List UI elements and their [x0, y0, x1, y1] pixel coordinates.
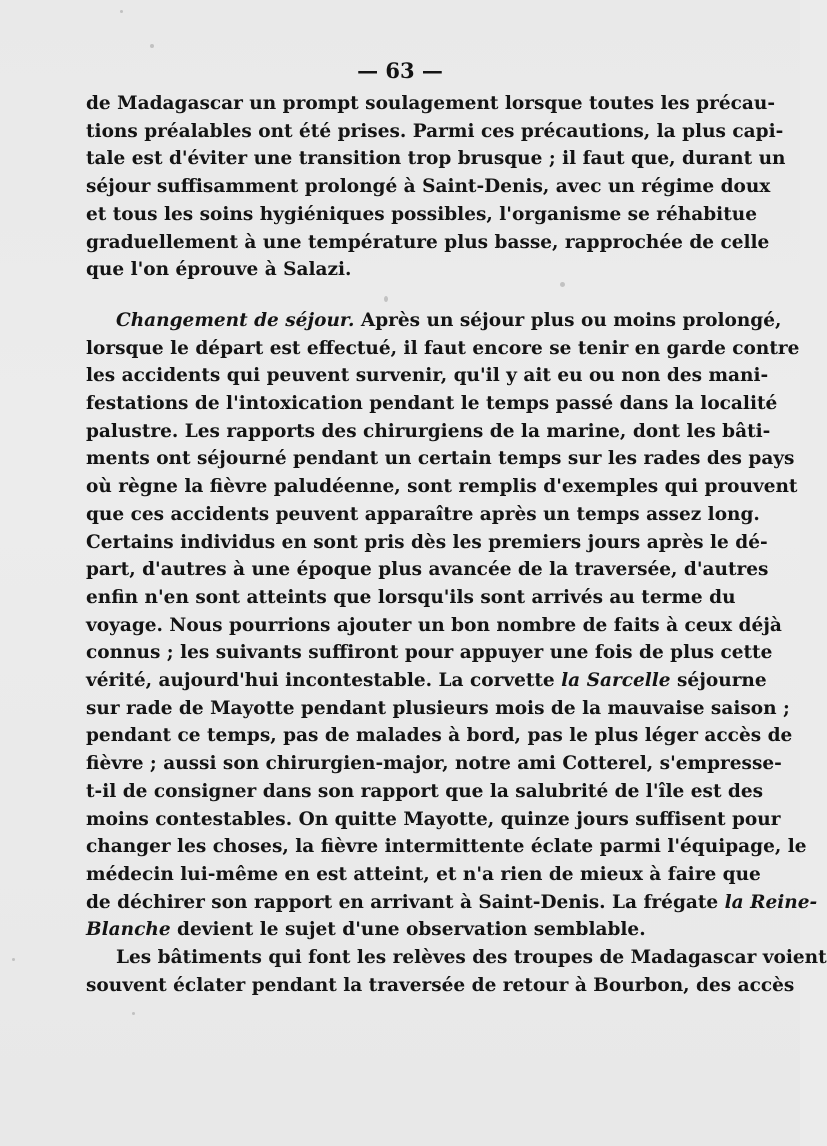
text-line: graduellement à une température plus basse, rapprochée de celle — [86, 231, 770, 253]
text-line: Certains individus en sont pris dès les premiers jours après le dé- — [86, 531, 768, 553]
text-line: fièvre ; aussi son chirurgien-major, notre ami Cotterel, s'empresse- — [86, 753, 782, 775]
text-line: lorsque le départ est effectué, il faut encore se tenir en garde contre — [86, 337, 800, 359]
text-line: séjour suffisamment prolongé à Saint-Denis, avec un régime doux — [86, 176, 771, 198]
text-line: sur rade de Mayotte pendant plusieurs mois de la mauvaise saison ; — [86, 697, 790, 719]
ship-name: la Reine- — [724, 891, 818, 913]
ship-name: Blanche — [86, 919, 171, 941]
text-line: voyage. Nous pourrions ajouter un bon nombre de faits à ceux déjà — [86, 614, 782, 636]
text-line: médecin lui-même en est atteint, et n'a rien de mieux à faire que — [86, 863, 761, 885]
scan-speck — [132, 1012, 135, 1015]
scan-speck — [120, 10, 123, 13]
text-line: connus ; les suivants suffiront pour appuyer une fois de plus cette — [86, 642, 773, 664]
scan-speck — [560, 282, 565, 287]
body-text — [86, 90, 827, 1000]
text-line: de déchirer son rapport en arrivant à Saint-Denis. La frégate la Reine- — [86, 891, 818, 913]
text-line: t-il de consigner dans son rapport que la salubrité de l'île est des — [86, 780, 764, 802]
text-line: palustre. Les rapports des chirurgiens de la marine, dont les bâti- — [86, 420, 771, 442]
paragraph-3 — [86, 944, 827, 999]
section-heading: Changement de séjour. — [116, 309, 355, 331]
text-line: souvent éclater pendant la traversée de retour à Bourbon, des accès — [86, 974, 795, 996]
text-line: que l'on éprouve à Salazi. — [86, 259, 352, 281]
scan-speck — [150, 44, 154, 48]
text-line: festations de l'intoxication pendant le temps passé dans la localité — [86, 393, 778, 415]
scan-speck — [384, 296, 388, 302]
text-line: et tous les soins hygiéniques possibles, l'organisme se réhabitue — [86, 203, 757, 225]
text-line: Changement de séjour. Après un séjour plus ou moins prolongé, — [116, 309, 782, 331]
text-line: changer les choses, la fièvre intermittente éclate parmi l'équipage, le — [86, 836, 807, 858]
text-line: tions préalables ont été prises. Parmi ces précautions, la plus capi- — [86, 120, 784, 142]
ship-name: la Sarcelle — [561, 670, 671, 692]
text-line: où règne la fièvre paludéenne, sont remplis d'exemples qui prouvent — [86, 476, 798, 498]
text-line: enfin n'en sont atteints que lorsqu'ils sont arrivés au terme du — [86, 586, 736, 608]
text-line: pendant ce temps, pas de malades à bord, pas le plus léger accès de — [86, 725, 793, 747]
paragraph-2 — [86, 307, 818, 944]
paragraph-1 — [86, 90, 786, 284]
text-line: ments ont séjourné pendant un certain temps sur les rades des pays — [86, 448, 795, 470]
page-number: — 63 — — [357, 58, 443, 83]
text-line: Blanche devient le sujet d'une observation semblable. — [86, 919, 646, 941]
text-line: tale est d'éviter une transition trop brusque ; il faut que, durant un — [86, 148, 786, 170]
text-line: part, d'autres à une époque plus avancée de la traversée, d'autres — [86, 559, 769, 581]
text-line: de Madagascar un prompt soulagement lorsque toutes les précau- — [86, 93, 775, 114]
text-line: moins contestables. On quitte Mayotte, quinze jours suffisent pour — [86, 808, 781, 830]
text-line: que ces accidents peuvent apparaître après un temps assez long. — [86, 503, 760, 525]
text-line: Les bâtiments qui font les relèves des troupes de Madagascar voient — [116, 947, 827, 969]
text-line: vérité, aujourd'hui incontestable. La corvette la Sarcelle séjourne — [86, 670, 767, 692]
text-line: les accidents qui peuvent survenir, qu'il y ait eu ou non des mani- — [86, 365, 769, 387]
scan-speck — [12, 958, 15, 961]
